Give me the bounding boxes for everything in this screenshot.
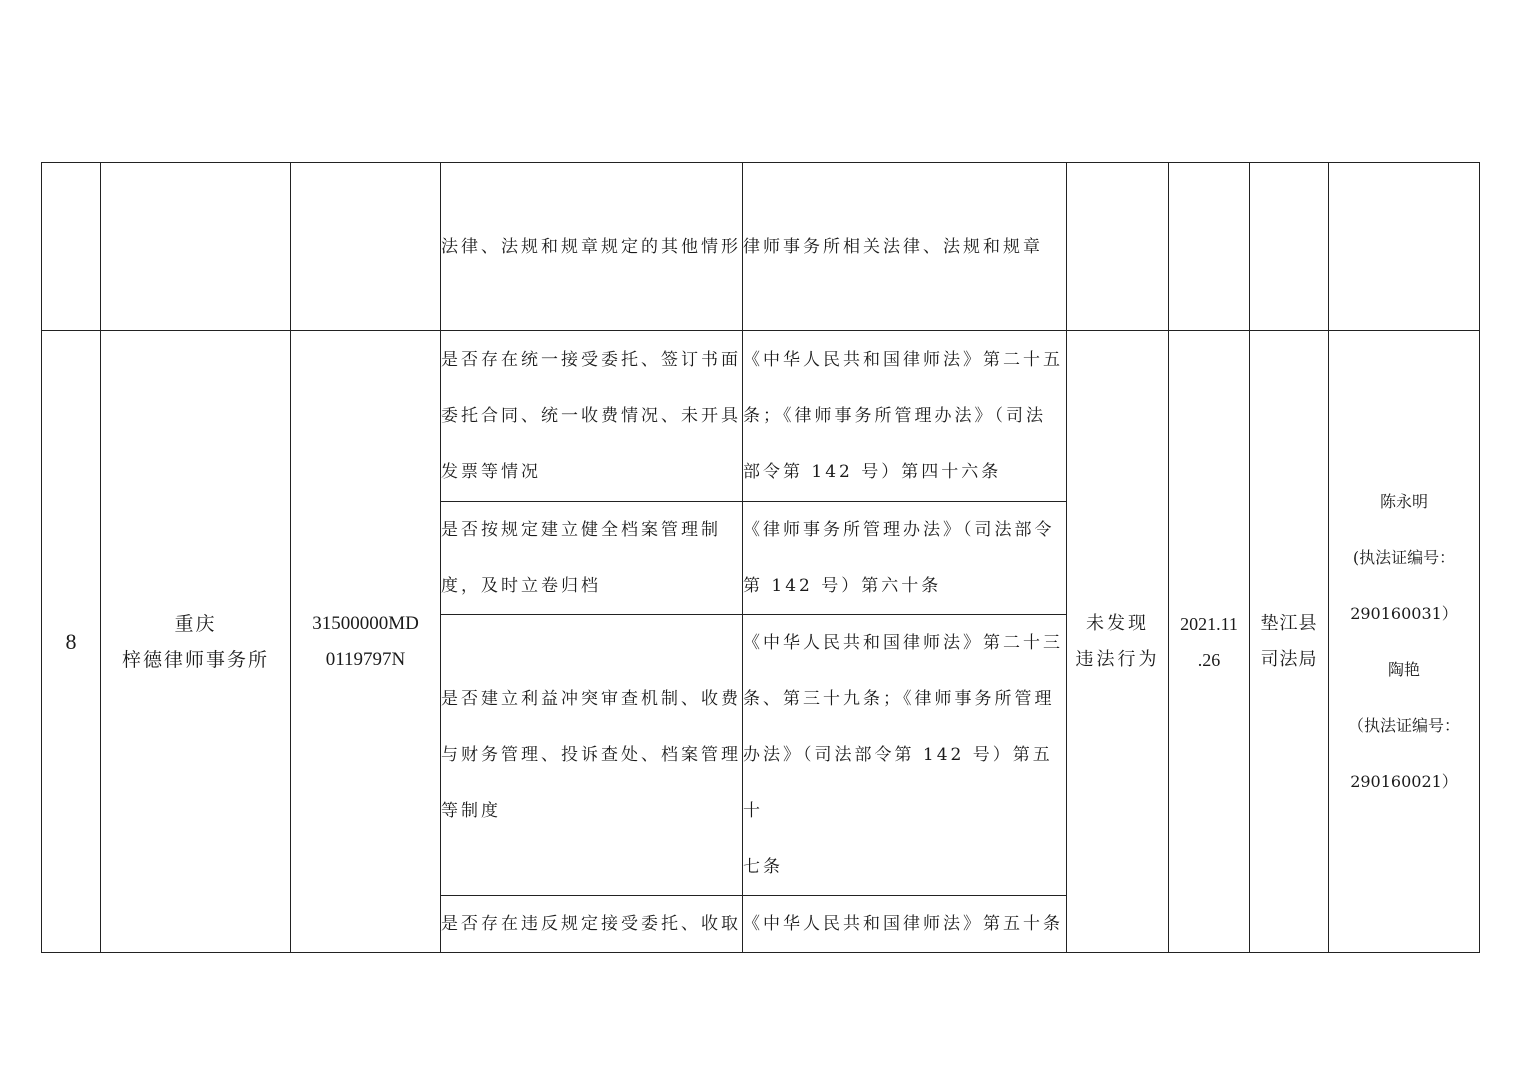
agency-line: 司法局 [1260, 648, 1318, 670]
credit-code-cell [291, 331, 441, 953]
unit-name-cell [101, 163, 291, 331]
officer-license: 290160031） [1350, 603, 1458, 623]
check-item-line: 是否按规定建立健全档案管理制 [441, 520, 721, 540]
date-line: .26 [1197, 649, 1221, 670]
row-index: 8 [65, 628, 77, 654]
check-item-text: 法律、法规和规章规定的其他情形 [441, 236, 741, 257]
officers-cell [1329, 163, 1480, 331]
table-row [42, 163, 1480, 331]
check-item-cell [441, 502, 743, 615]
date-cell [1169, 163, 1250, 331]
legal-basis-line: 条、第三十九条；《律师事务所管理 [743, 689, 1055, 709]
credit-code-cell [291, 163, 441, 331]
credit-code-line: 0119797N [325, 648, 406, 670]
unit-name-line: 梓德律师事务所 [121, 648, 269, 671]
check-item-line: 等制度 [441, 801, 501, 821]
check-item-line: 与财务管理、投诉查处、档案管理 [441, 745, 741, 765]
inspection-table [41, 162, 1480, 953]
result-cell [1067, 163, 1169, 331]
officer-name: 陶艳 [1387, 659, 1420, 679]
legal-basis-line: 《中华人民共和国律师法》第二十三 [743, 633, 1063, 653]
index-cell [42, 331, 101, 953]
legal-basis-line: 《中华人民共和国律师法》第二十五 [743, 350, 1063, 370]
table-row [42, 331, 1480, 502]
legal-basis-text: 律师事务所相关法律、法规和规章 [743, 236, 1043, 257]
legal-basis-line: 条；《律师事务所管理办法》（司法 [743, 406, 1046, 426]
legal-basis-cell [743, 896, 1067, 953]
credit-code-line: 31500000MD [312, 612, 419, 634]
unit-name-line: 重庆 [174, 612, 217, 635]
check-item-cell [441, 615, 743, 896]
agency-line: 垫江县 [1260, 612, 1318, 634]
officer-license: （执法证编号： [1347, 715, 1460, 735]
check-item-line: 度，及时立卷归档 [441, 576, 601, 596]
result-cell [1067, 331, 1169, 953]
officer-name: 陈永明 [1379, 491, 1428, 511]
legal-basis-line: 《律师事务所管理办法》（司法部令 [743, 520, 1055, 540]
legal-basis-line: 七条 [743, 857, 783, 877]
legal-basis-line: 第 142 号）第六十条 [743, 576, 942, 596]
check-item-line: 是否存在违反规定接受委托、收取 [441, 914, 741, 934]
legal-basis-line: 办法》（司法部令第 142 号）第五十 [743, 745, 1053, 821]
legal-basis-cell [743, 615, 1067, 896]
legal-basis-cell [743, 331, 1067, 502]
legal-basis-line: 部令第 142 号）第四十六条 [743, 462, 1002, 482]
check-item-cell [441, 896, 743, 953]
result-line: 未发现 [1086, 612, 1149, 634]
index-cell [42, 163, 101, 331]
date-line: 2021.11 [1180, 613, 1238, 634]
check-item-line: 是否建立利益冲突审查机制、收费 [441, 689, 741, 709]
officer-license: 290160021） [1350, 771, 1458, 791]
check-item-line: 委托合同、统一收费情况、未开具 [441, 406, 741, 426]
legal-basis-line: 《中华人民共和国律师法》第五十条 [743, 914, 1063, 934]
check-item-cell [441, 163, 743, 331]
agency-cell [1250, 163, 1329, 331]
check-item-line: 发票等情况 [441, 462, 541, 482]
result-line: 违法行为 [1075, 648, 1160, 670]
check-item-cell [441, 331, 743, 502]
date-cell [1169, 331, 1250, 953]
legal-basis-cell [743, 163, 1067, 331]
agency-cell [1250, 331, 1329, 953]
officer-license: (执法证编号： [1352, 547, 1456, 567]
check-item-line: 是否存在统一接受委托、签订书面 [441, 350, 741, 370]
unit-name-cell [101, 331, 291, 953]
officers-cell [1329, 331, 1480, 953]
legal-basis-cell [743, 502, 1067, 615]
